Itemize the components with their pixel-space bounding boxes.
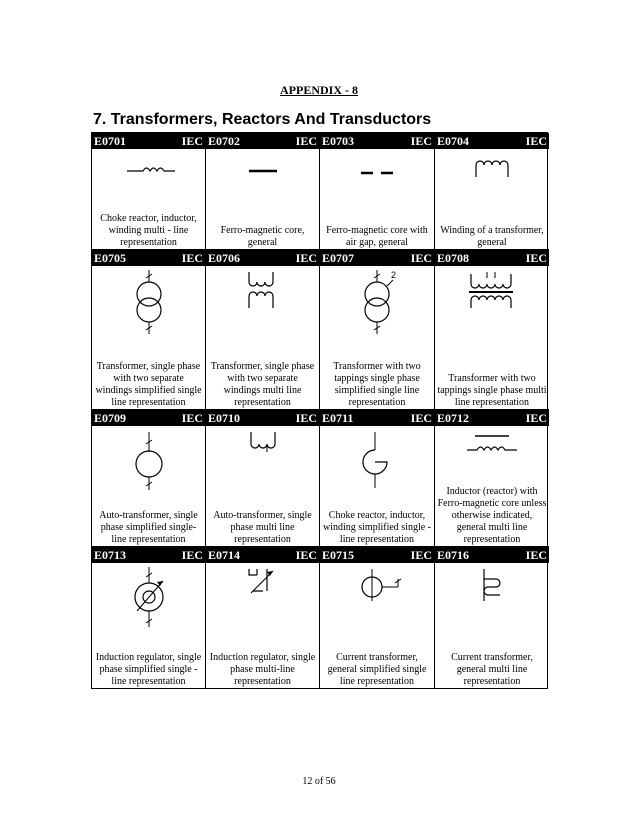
cell-standard: IEC (181, 548, 203, 562)
appendix-title: APPENDIX - 8 (280, 83, 358, 97)
cell-standard: IEC (525, 251, 547, 265)
cell-standard: IEC (525, 548, 547, 562)
inductor-line-icon (119, 151, 179, 191)
magnetic-core-icon (233, 151, 293, 191)
tapped-circles-icon (347, 268, 407, 338)
cell-code: E0705 (94, 251, 127, 265)
cell-description: Ferro-magnetic core with air gap, general (326, 225, 428, 248)
section-heading: 7. Transformers, Reactors And Transductors (93, 111, 432, 128)
cell-standard: IEC (181, 411, 203, 425)
cell-code: E0713 (94, 548, 127, 562)
symbol-cell-e0716 (435, 547, 549, 688)
cell-description: Inductor (reactor) with Ferro-magnetic core unless otherwise indicated, general multi line representation (437, 486, 547, 545)
cell-code: E0708 (437, 251, 470, 265)
autotransformer-multiline-icon (233, 428, 293, 468)
choke-single-line-icon (347, 428, 407, 494)
symbol-cell-e0711 (320, 410, 435, 547)
cell-code: E0709 (94, 411, 127, 425)
transformer-winding-icon (462, 151, 522, 191)
cell-description: Transformer, single phase with two separate windings multi line representation (210, 361, 315, 408)
current-transformer-multiline-icon (462, 565, 522, 605)
cell-code: E0704 (437, 134, 470, 148)
cell-description: Auto-transformer, single phase simplified single-line representation (99, 510, 198, 545)
symbol-cell-e0715 (320, 547, 435, 688)
svg-text:2: 2 (391, 270, 397, 280)
symbol-cell-e0704 (435, 133, 549, 250)
symbol-cell-e0705 (92, 250, 206, 410)
induction-regulator-circle-icon (119, 565, 179, 631)
symbol-cell-e0703 (320, 133, 435, 250)
cell-description: Transformer with two tappings single phase simplified single line representation (333, 361, 421, 408)
cell-code: E0715 (322, 548, 355, 562)
two-winding-circles-icon (119, 268, 179, 338)
cell-description: Choke reactor, inductor, winding simplified single - line representation (322, 510, 432, 545)
symbol-cell-e0708 (435, 250, 549, 410)
core-air-gap-icon (347, 151, 407, 191)
cell-code: E0714 (208, 548, 241, 562)
cell-code: E0703 (322, 134, 355, 148)
cell-standard: IEC (525, 134, 547, 148)
cell-description: Induction regulator, single phase simplified single - line representation (95, 652, 202, 687)
autotransformer-circle-icon (119, 428, 179, 498)
symbol-cell-e0701 (92, 133, 206, 250)
cell-standard: IEC (295, 134, 317, 148)
symbol-cell-e0709 (92, 410, 206, 547)
cell-code: E0706 (208, 251, 241, 265)
induction-regulator-multiline-icon (233, 565, 293, 605)
cell-code: E0711 (322, 411, 354, 425)
cell-description: Winding of a transformer, general (440, 225, 544, 248)
cell-code: E0707 (322, 251, 355, 265)
cell-code: E0702 (208, 134, 241, 148)
cell-standard: IEC (295, 548, 317, 562)
cell-code: E0710 (208, 411, 241, 425)
two-winding-multiline-icon (233, 268, 293, 318)
tapped-multiline-icon (457, 268, 527, 318)
cell-standard: IEC (410, 411, 432, 425)
cell-standard: IEC (410, 251, 432, 265)
symbol-cell-e0707 (320, 250, 435, 410)
cell-code: E0701 (94, 134, 127, 148)
symbol-cell-e0714 (206, 547, 320, 688)
cell-description: Ferro-magnetic core, general (220, 225, 305, 248)
cell-description: Induction regulator, single phase multi-line representation (209, 652, 316, 687)
cell-standard: IEC (181, 251, 203, 265)
cell-description: Choke reactor, inductor, winding multi - line representation (100, 213, 197, 248)
symbol-cell-e0712 (435, 410, 549, 547)
symbol-cell-e0710 (206, 410, 320, 547)
page-number: 12 of 56 (302, 776, 336, 787)
symbol-cell-e0713 (92, 547, 206, 688)
cell-description: Transformer, single phase with two separate windings simplified single line representation (95, 361, 202, 408)
cell-standard: IEC (295, 251, 317, 265)
cell-code: E0712 (437, 411, 470, 425)
cell-standard: IEC (410, 134, 432, 148)
cell-description: Auto-transformer, single phase multi line representation (213, 510, 312, 545)
symbol-cell-e0702 (206, 133, 320, 250)
symbol-cell-e0706 (206, 250, 320, 410)
cell-standard: IEC (295, 411, 317, 425)
cell-description: Current transformer, general multi line representation (451, 652, 533, 687)
cell-description: Transformer with two tappings single phase multi line representation (437, 373, 547, 408)
inductor-core-icon (457, 428, 527, 458)
cell-code: E0716 (437, 548, 470, 562)
current-transformer-circle-icon (342, 565, 412, 605)
cell-standard: IEC (410, 548, 432, 562)
cell-description: Current transformer, general simplified single line representation (327, 652, 427, 687)
cell-standard: IEC (181, 134, 203, 148)
cell-standard: IEC (525, 411, 547, 425)
symbol-table (91, 132, 548, 689)
